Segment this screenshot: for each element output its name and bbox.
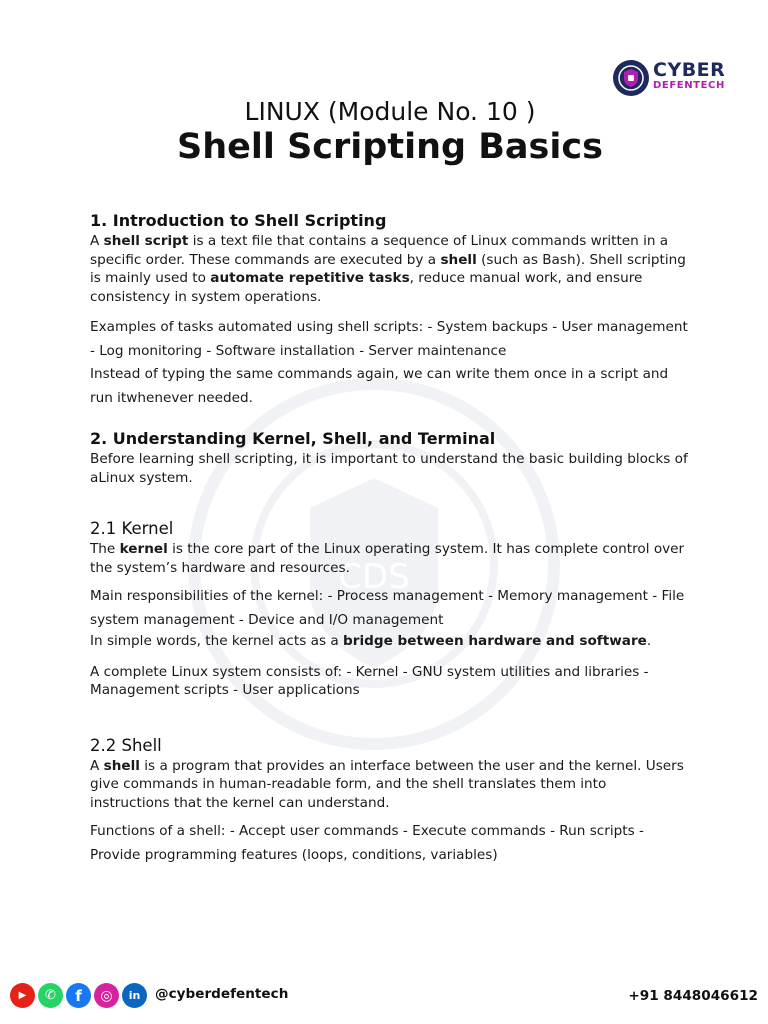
document-body bbox=[90, 210, 690, 867]
brand-emblem-icon bbox=[612, 57, 650, 99]
section-2-1-paragraph-4: A complete Linux system consists of: - Kernel - GNU system utilities and libraries - Management scripts - User applications bbox=[90, 663, 649, 698]
module-title: LINUX (Module No. 10 ) bbox=[244, 97, 536, 126]
brand-logo bbox=[612, 57, 732, 101]
whatsapp-icon[interactable]: ✆ bbox=[38, 983, 63, 1008]
section-1-heading: 1. Introduction to Shell Scripting bbox=[90, 211, 387, 230]
section-2-1-paragraph-3: In simple words, the kernel acts as a bridge between hardware and software. bbox=[90, 633, 652, 649]
page-title: Shell Scripting Basics bbox=[177, 127, 603, 167]
section-2-2-heading: 2.2 Shell bbox=[90, 735, 162, 755]
section-2-1-paragraph-2: Main responsibilities of the kernel: - Process management - Memory management - File system management - Device and I/O management bbox=[90, 588, 685, 628]
section-1-paragraph-1: A shell script is a text file that contains a sequence of Linux commands written in a specific order. These commands are executed by a shell (such as Bash). Shell scripting is mainly used to automate repetitive tasks, reduce manual work, and ensure consistency in system operations. bbox=[90, 233, 686, 305]
social-handle[interactable]: @cyberdefentech bbox=[155, 986, 289, 1002]
social-icons bbox=[10, 983, 147, 1008]
linkedin-icon[interactable]: in bbox=[122, 983, 147, 1008]
watermark-center-text: CDS bbox=[338, 557, 410, 597]
section-2-1-paragraph-1: The kernel is the core part of the Linux operating system. It has complete control over the system’s hardware and resources. bbox=[90, 541, 685, 576]
instagram-icon[interactable]: ◎ bbox=[94, 983, 119, 1008]
section-1-paragraph-3: Instead of typing the same commands again, we can write them once in a script and run itwhenever needed. bbox=[90, 366, 669, 406]
section-1-paragraph-2: Examples of tasks automated using shell scripts: - System backups - User management - Log monitoring - Software installation - Server maintenance bbox=[90, 319, 688, 359]
facebook-icon[interactable]: f bbox=[66, 983, 91, 1008]
youtube-icon[interactable]: ▶ bbox=[10, 983, 35, 1008]
phone-number: +91 8448046612 bbox=[628, 988, 758, 1004]
section-2-2-paragraph-2: Functions of a shell: - Accept user commands - Execute commands - Run scripts - Provide programming features (loops, conditions, variables) bbox=[90, 823, 644, 863]
section-2-1-heading: 2.1 Kernel bbox=[90, 519, 174, 538]
logo-line-defentech: DEFENTECH bbox=[653, 80, 725, 91]
section-2-paragraph-1: Before learning shell scripting, it is important to understand the basic building blocks of aLinux system. bbox=[90, 451, 688, 486]
section-2-heading: 2. Understanding Kernel, Shell, and Terminal bbox=[90, 429, 496, 448]
logo-line-cyber: CYBER bbox=[653, 59, 726, 81]
section-2-2-paragraph-1: A shell is a program that provides an interface between the user and the kernel. Users give commands in human-readable form, and the shell translates them into instructions that the kernel can understand. bbox=[90, 757, 684, 811]
